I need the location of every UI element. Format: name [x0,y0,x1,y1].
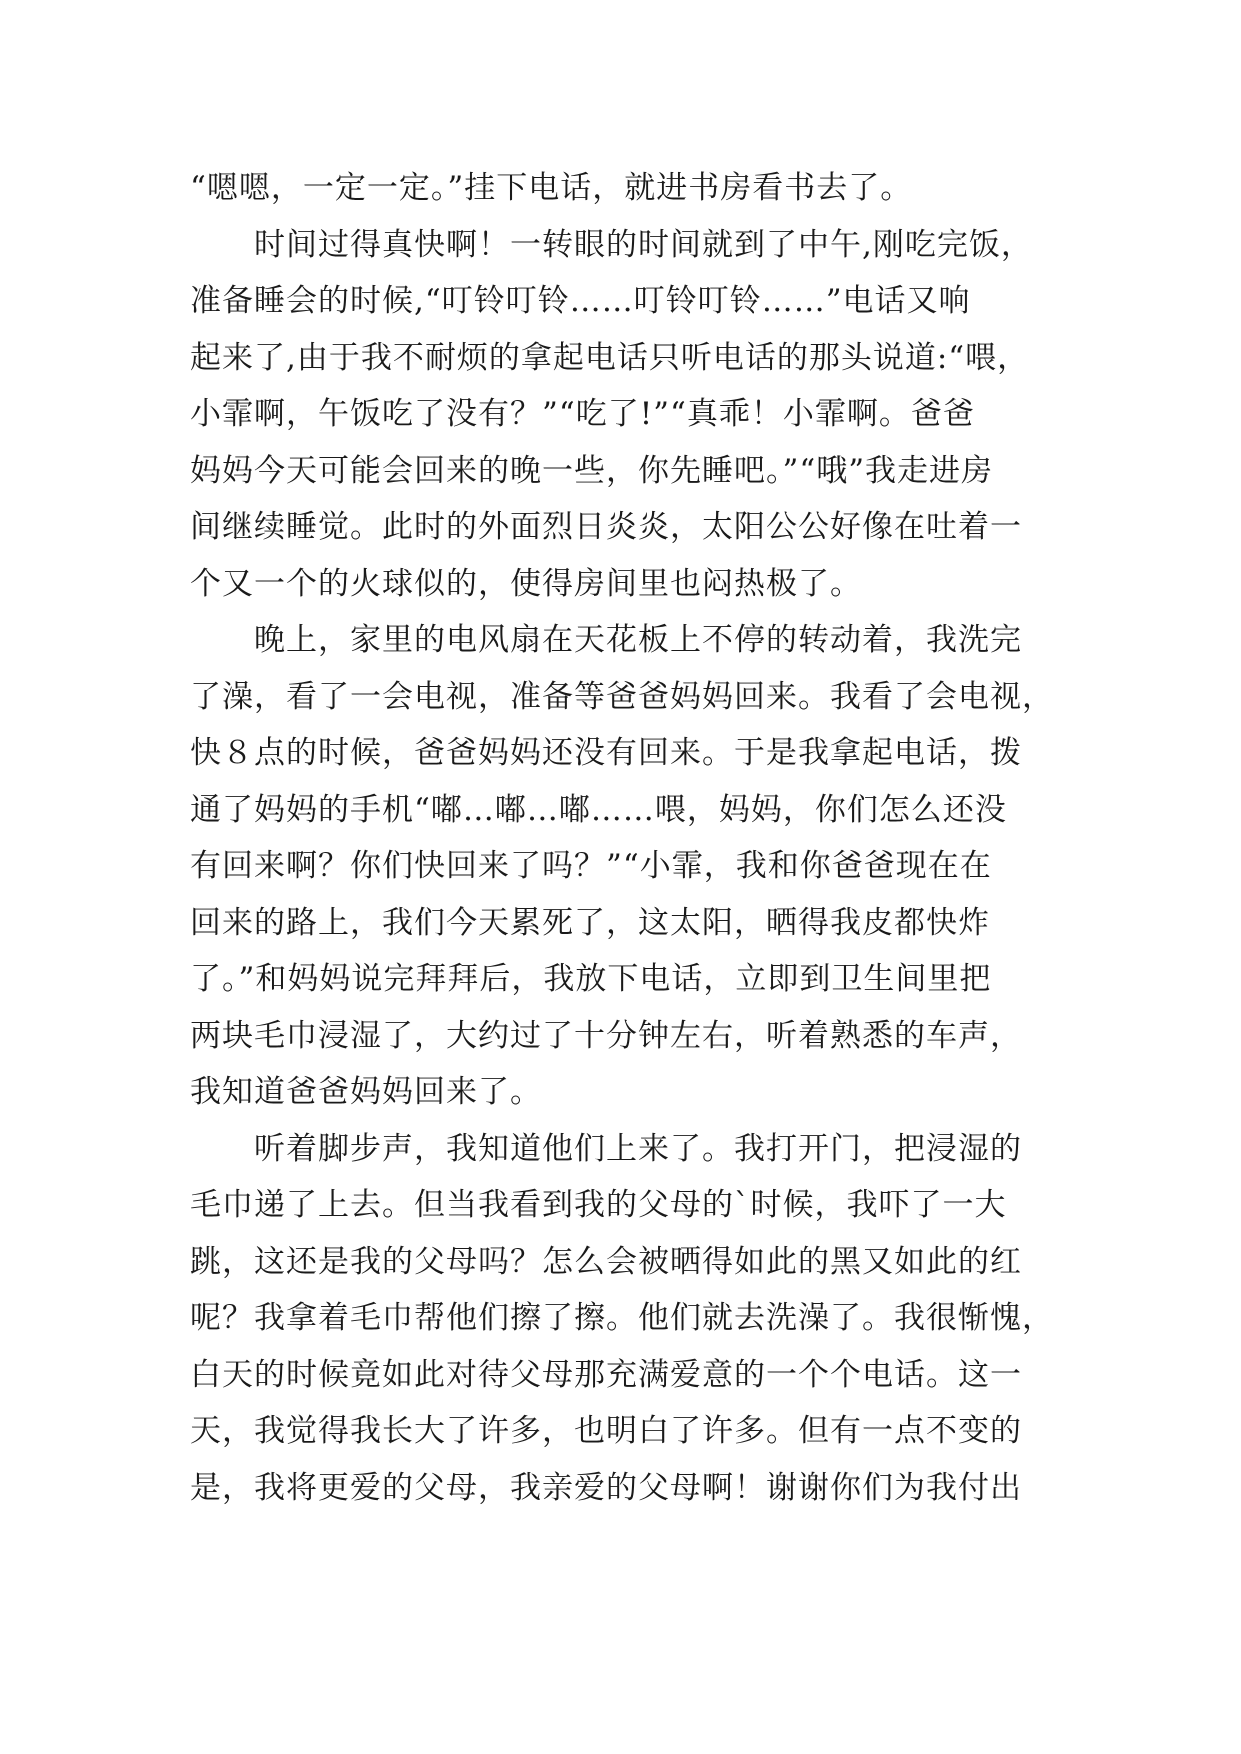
text-line: 个又一个的火球似的，使得房间里也闷热极了。 [190,565,862,602]
text-line: 妈妈今天可能会回来的晚一些，你先睡吧。”“哦”我走进房 [190,452,994,489]
text-line: “嗯嗯，一定一定。”挂下电话，就进书房看书去了。 [190,170,913,206]
text-line: 准备睡会的时候,“叮铃叮铃……叮铃叮铃……”电话又响 [190,283,971,319]
text-line: 快８点的时候，爸爸妈妈还没有回来。于是我拿起电话，拨 [190,735,1022,771]
text-line: 两块毛巾浸湿了，大约过了十分钟左右，听着熟悉的车声， [190,1017,1022,1054]
text-line: 是，我将更爱的父母，我亲爱的父母啊！谢谢你们为我付出 [190,1469,1022,1506]
paragraph-start-line: 时间过得真快啊！一转眼的时间就到了中午,刚吃完饭， [254,226,1033,263]
body-text [190,160,1070,1516]
text-line: 起来了,由于我不耐烦的拿起电话只听电话的那头说道:“喂， [190,339,1030,376]
text-line: 回来的路上，我们今天累死了，这太阳，晒得我皮都快炸 [190,904,990,941]
text-line: 跳，这还是我的父母吗？怎么会被晒得如此的黑又如此的红 [190,1243,1022,1280]
text-line: 天，我觉得我长大了许多，也明白了许多。但有一点不变的 [190,1413,1022,1449]
paragraph-start-line: 晚上，家里的电风扇在天花板上不停的转动着，我洗完 [254,622,1022,658]
text-line: 了澡，看了一会电视，准备等爸爸妈妈回来。我看了会电视， [190,678,1054,715]
text-line: 间继续睡觉。此时的外面烈日炎炎，太阳公公好像在吐着一 [190,509,1022,545]
text-line: 毛巾递了上去。但当我看到我的父母的`时候，我吓了一大 [190,1187,1007,1223]
text-line: 小霏啊，午饭吃了没有？”“吃了!”“真乖！小霏啊。爸爸 [190,396,975,432]
text-line: 通了妈妈的手机“嘟…嘟…嘟……喂，妈妈，你们怎么还没 [190,791,1007,828]
text-line: 有回来啊？你们快回来了吗？”“小霏，我和你爸爸现在在 [190,848,992,884]
text-line: 呢？我拿着毛巾帮他们擦了擦。他们就去洗澡了。我很惭愧， [190,1300,1054,1336]
text-line: 白天的时候竟如此对待父母那充满爱意的一个个电话。这一 [190,1356,1022,1393]
text-line: 我知道爸爸妈妈回来了。 [190,1074,542,1110]
text-line: 了。”和妈妈说完拜拜后，我放下电话，立即到卫生间里把 [190,961,992,997]
paragraph-start-line: 听着脚步声，我知道他们上来了。我打开门，把浸湿的 [254,1130,1022,1167]
